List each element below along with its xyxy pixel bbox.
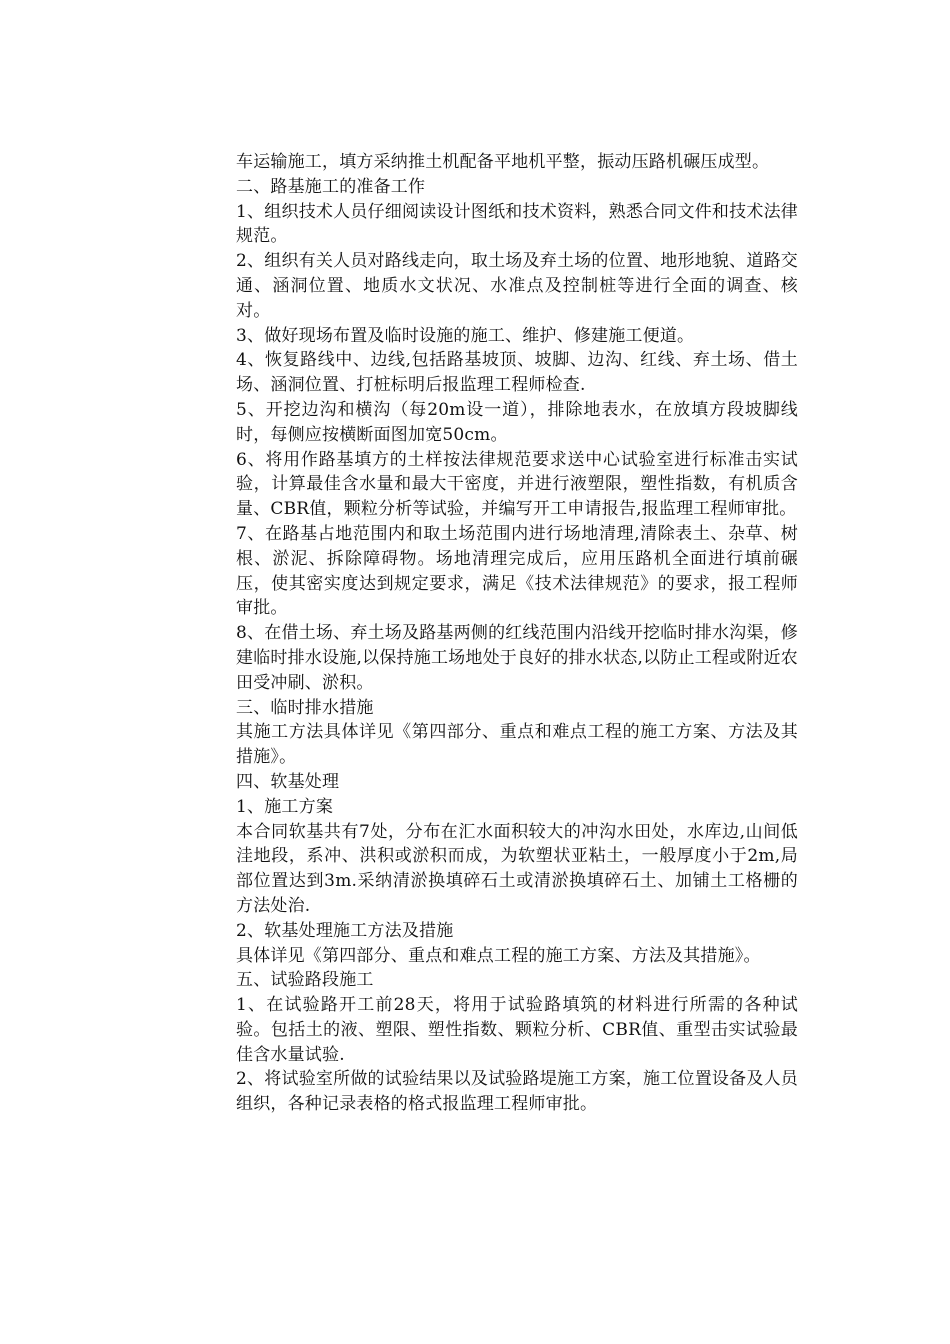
paragraph-4-2: 具体详见《第四部分、重点和难点工程的施工方案、方法及其措施》。 (236, 945, 761, 966)
paragraph-2-5: 5、开挖边沟和横沟（每20m设一道），排除地表水，在放填方段坡脚线时，每侧应按横断面图加宽50cm。 (236, 399, 798, 445)
paragraph-2-1: 1、组织技术人员仔细阅读设计图纸和技术资料，熟悉合同文件和技术法律规范。 (236, 201, 798, 247)
paragraph-continuation: 车运输施工，填方采纳推土机配备平地机平整，振动压路机碾压成型。 (236, 152, 770, 172)
paragraph-2-3: 3、做好现场布置及临时设施的施工、维护、修建施工便道。 (236, 325, 695, 346)
section-heading-4: 四、软基处理 (236, 771, 340, 792)
paragraph-5-1: 1、在试验路开工前28天，将用于试验路填筑的材料进行所需的各种试验。包括土的液、塑限、塑性指数、颗粒分析、CBR值、重型击实试验最佳含水量试验. (236, 995, 798, 1065)
paragraph-2-8: 8、在借土场、弃土场及路基两侧的红线范围内沿线开挖临时排水沟渠，修建临时排水设施,以保持施工场地处于良好的排水状态,以防止工程或附近农田受冲刷、淤积。 (236, 623, 798, 693)
section-heading-3: 三、临时排水措施 (236, 697, 374, 718)
section-heading-5: 五、试验路段施工 (236, 970, 374, 991)
paragraph-2-2: 2、组织有关人员对路线走向，取土场及弃土场的位置、地形地貌、道路交通、涵洞位置、地质水文状况、水准点及控制桩等进行全面的调查、核对。 (236, 251, 798, 321)
section-heading-2: 二、路基施工的准备工作 (236, 176, 426, 197)
subheading-4-2: 2、软基处理施工方法及措施 (236, 920, 454, 941)
paragraph-2-4: 4、恢复路线中、边线,包括路基坡顶、坡脚、边沟、红线、弃土场、借土场、涵洞位置、打桩标明后报监理工程师检查. (236, 350, 798, 396)
paragraph-4-1: 本合同软基共有7处，分布在汇水面积较大的冲沟水田处，水库边,山间低洼地段，系冲、洪积或淤积而成，为软塑状亚粘土，一般厚度小于2m,局部位置达到3m.采纳清淤换填碎石土或清淤换填碎石土、加铺土工格栅的方法处治. (236, 821, 798, 916)
paragraph-2-6: 6、将用作路基填方的土样按法律规范要求送中心试验室进行标准击实试验，计算最佳含水量和最大干密度，并进行液塑限，塑性指数，有机质含量、CBR值，颗粒分析等试验，并编写开工申请报告,报监理工程师审批。 (236, 449, 798, 520)
paragraph-3-1: 其施工方法具体详见《第四部分、重点和难点工程的施工方案、方法及其措施》。 (236, 722, 798, 768)
document-body (236, 150, 798, 1117)
paragraph-5-2: 2、将试验室所做的试验结果以及试验路堤施工方案，施工位置设备及人员组织，各种记录表格的格式报监理工程师审批。 (236, 1069, 798, 1115)
subheading-4-1: 1、施工方案 (236, 796, 334, 817)
paragraph-2-7: 7、在路基占地范围内和取土场范围内进行场地清理,清除表土、杂草、树根、淤泥、拆除障碍物。场地清理完成后，应用压路机全面进行填前碾压，使其密实度达到规定要求，满足《技术法律规范》的要求，报工程师审批。 (236, 523, 798, 619)
